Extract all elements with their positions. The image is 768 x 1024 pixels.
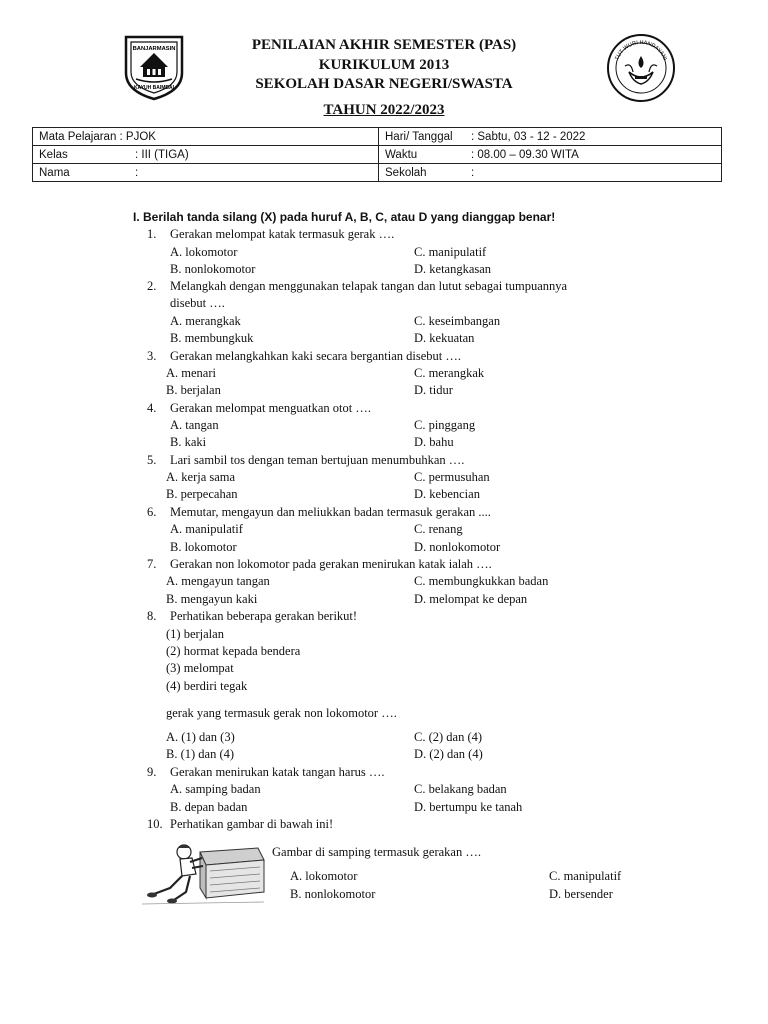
option-c[interactable]: C. membungkukkan badan — [414, 574, 549, 588]
movement-item: (3) melompat — [166, 661, 234, 675]
option-d[interactable]: D. bersender — [549, 887, 613, 901]
option-d[interactable]: D. ketangkasan — [414, 262, 492, 276]
class-value: : III (TIGA) — [135, 148, 189, 161]
question-text: Gerakan melompat katak termasuk gerak …. — [170, 227, 395, 241]
time-label: Waktu — [385, 148, 418, 161]
school-field[interactable] — [379, 164, 722, 182]
option-b[interactable]: B. kaki — [170, 435, 207, 449]
child-pushing-table-illustration — [140, 838, 265, 913]
tut-wuri-handayani-logo-icon — [605, 32, 677, 109]
question-text: Melangkah dengan menggunakan telapak tangan dan lutut sebagai tumpuannya — [170, 279, 568, 293]
question-text: Gerakan melompat menguatkan otot …. — [170, 401, 371, 415]
question-text: Gerakan non lokomotor pada gerakan menirukan katak ialah …. — [170, 557, 492, 571]
name-field[interactable] — [33, 164, 379, 182]
option-c[interactable]: C. pinggang — [414, 418, 476, 432]
movement-item: (4) berdiri tegak — [166, 679, 248, 693]
option-d[interactable]: D. melompat ke depan — [414, 592, 528, 606]
question-number: 6. — [147, 505, 157, 519]
class-label: Kelas — [39, 148, 68, 161]
svg-text:BANJARMASIN: BANJARMASIN — [132, 46, 176, 52]
question-text: Gerakan melangkahkan kaki secara bergantian disebut …. — [170, 349, 461, 363]
option-b[interactable]: B. mengayun kaki — [166, 592, 258, 606]
option-d[interactable]: D. (2) dan (4) — [414, 747, 483, 761]
question-number: 5. — [147, 453, 157, 467]
question-text-continued: gerak yang termasuk gerak non lokomotor …. — [166, 706, 397, 720]
day-date-value: : Sabtu, 03 - 12 - 2022 — [471, 130, 586, 143]
option-c[interactable]: C. merangkak — [414, 366, 485, 380]
question-text: Perhatikan gambar di bawah ini! — [170, 817, 334, 831]
time-field — [379, 146, 722, 164]
school-label: Sekolah — [385, 166, 427, 179]
movement-item: (2) hormat kepada bendera — [166, 644, 301, 658]
name-label: Nama — [39, 166, 70, 179]
info-row-class — [33, 146, 722, 164]
option-a[interactable]: A. mengayun tangan — [166, 574, 270, 588]
question-number: 10. — [147, 817, 163, 831]
info-row-name — [33, 164, 722, 182]
movement-item: (1) berjalan — [166, 627, 224, 641]
option-a[interactable]: A. merangkak — [170, 314, 241, 328]
question-text: Perhatikan beberapa gerakan berikut! — [170, 609, 358, 623]
banjarmasin-emblem-icon — [120, 33, 188, 106]
question-number: 8. — [147, 609, 157, 623]
option-d[interactable]: D. kekuatan — [414, 331, 475, 345]
question-number: 3. — [147, 349, 157, 363]
school-title: SEKOLAH DASAR NEGERI/SWASTA — [255, 76, 513, 92]
section-instruction: I. Berilah tanda silang (X) pada huruf A, B, C, atau D yang dianggap benar! — [133, 210, 556, 224]
time-value: : 08.00 – 09.30 WITA — [471, 148, 579, 161]
option-a[interactable]: A. menari — [166, 366, 216, 380]
option-d[interactable]: D. kebencian — [414, 487, 480, 501]
option-b[interactable]: B. lokomotor — [170, 540, 237, 554]
school-value: : — [471, 166, 475, 179]
option-b[interactable]: B. nonlokomotor — [170, 262, 256, 276]
name-value: : — [135, 166, 139, 179]
option-c[interactable]: C. keseimbangan — [414, 314, 501, 328]
option-b[interactable]: B. depan badan — [170, 800, 248, 814]
question-text: Gerakan menirukan katak tangan harus …. — [170, 765, 385, 779]
option-c[interactable]: C. (2) dan (4) — [414, 730, 483, 744]
option-d[interactable]: D. nonlokomotor — [414, 540, 501, 554]
option-a[interactable]: A. lokomotor — [170, 245, 238, 259]
question-number: 4. — [147, 401, 157, 415]
class-field — [33, 146, 379, 164]
option-b[interactable]: B. (1) dan (4) — [166, 747, 235, 761]
question-number: 7. — [147, 557, 157, 571]
question-number: 9. — [147, 765, 157, 779]
exam-title: PENILAIAN AKHIR SEMESTER (PAS) — [251, 37, 517, 53]
day-date-field — [379, 128, 722, 146]
question-text: Memutar, mengayun dan meliukkan badan termasuk gerakan .... — [170, 505, 491, 519]
option-a[interactable]: A. tangan — [170, 418, 219, 432]
info-row-subject — [33, 128, 722, 146]
option-b[interactable]: B. perpecahan — [166, 487, 238, 501]
option-b[interactable]: B. membungkuk — [170, 331, 254, 345]
option-c[interactable]: C. renang — [414, 522, 463, 536]
year-title: TAHUN 2022/2023 — [323, 102, 445, 118]
svg-text:TUT WURI HANDAYANI: TUT WURI HANDAYANI — [614, 39, 668, 62]
option-b[interactable]: B. nonlokomotor — [290, 887, 376, 901]
option-c[interactable]: C. permusuhan — [414, 470, 490, 484]
curriculum-title: KURIKULUM 2013 — [318, 57, 450, 73]
option-a[interactable]: A. manipulatif — [170, 522, 243, 536]
option-c[interactable]: C. manipulatif — [549, 869, 622, 883]
option-a[interactable]: A. kerja sama — [166, 470, 236, 484]
option-a[interactable]: A. samping badan — [170, 782, 261, 796]
option-c[interactable]: C. belakang badan — [414, 782, 507, 796]
option-c[interactable]: C. manipulatif — [414, 245, 487, 259]
question-text: Lari sambil tos dengan teman bertujuan menumbuhkan …. — [170, 453, 465, 467]
question-text-continued: Gambar di samping termasuk gerakan …. — [272, 845, 481, 859]
option-d[interactable]: D. bertumpu ke tanah — [414, 800, 523, 814]
option-d[interactable]: D. tidur — [414, 383, 453, 397]
question-number: 1. — [147, 227, 157, 241]
svg-text:KAYUH BAIMBAI: KAYUH BAIMBAI — [133, 85, 175, 91]
day-date-label: Hari/ Tanggal — [385, 130, 453, 143]
option-a[interactable]: A. (1) dan (3) — [166, 730, 235, 744]
question-number: 2. — [147, 279, 157, 293]
option-a[interactable]: A. lokomotor — [290, 869, 358, 883]
question-text-continued: disebut …. — [170, 296, 225, 310]
option-d[interactable]: D. bahu — [414, 435, 454, 449]
exam-info-table — [32, 127, 722, 182]
option-b[interactable]: B. berjalan — [166, 383, 221, 397]
subject-field: Mata Pelajaran : PJOK — [33, 128, 379, 146]
